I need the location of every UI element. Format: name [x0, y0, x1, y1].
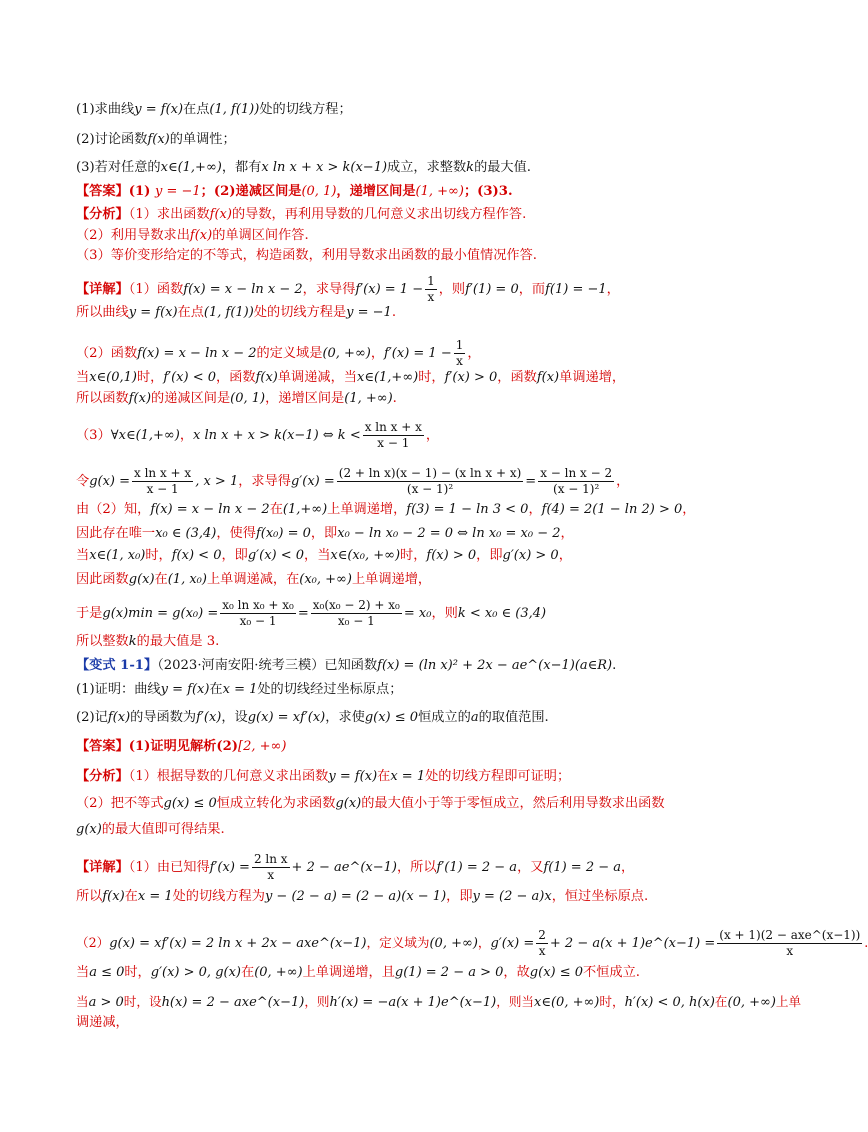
detail-1-line-13: 所以整数k的最大值是 3. [76, 634, 220, 649]
detail-2-line-2: 所以f(x)在x = 1处的切线方程为y − (2 − a) = (2 − a)(x − 1)，即y = (2 − a)x，恒过坐标原点. [76, 889, 649, 904]
analysis-2-line-2: （2）把不等式g(x) ≤ 0恒成立转化为求函数g(x)的最大值小于等于零恒成立，然后利用导数求出函数 [76, 796, 665, 811]
question-3: (3)若对任意的x∈(1,+∞)，都有x ln x + x > k(x−1)成立，求整数k的最大值. [76, 160, 532, 175]
variant-heading: 【变式 1-1】（2023·河南安阳·统考三模）已知函数f(x) = (ln x)² + 2x − ae^(x−1)(a∈R). [76, 658, 617, 673]
analysis-1-line-2: （2）利用导数求出f(x)的单调区间作答. [76, 228, 309, 243]
detail-2-line-1: 【详解】（1）由已知得f′(x) = $\frac{\text{2 ln x}}{x}$ + 2 − ae^(x−1)，所以f′(1) = 2 − a，又f(1) = 2 − a， [76, 852, 635, 882]
analysis-2-line-1: 【分析】（1）根据导数的几何意义求出函数y = f(x)在x = 1处的切线方程即可证明； [76, 769, 571, 784]
question-1: (1)求曲线y = f(x)在点(1, f(1))处的切线方程； [76, 102, 352, 117]
answer-2: 【答案】(1)证明见解析(2)[2, +∞) [76, 739, 287, 754]
analysis-1-line-1: 【分析】（1）求出函数f(x)的导数，再利用导数的几何意义求出切线方程作答. [76, 207, 527, 222]
question-2: (2)讨论函数f(x)的单调性； [76, 132, 236, 147]
detail-1-line-5: 所以函数f(x)的递减区间是(0, 1)，递增区间是(1, +∞). [76, 391, 397, 406]
detail-1-line-10: 当x∈(1, x₀)时，f(x) < 0，即g′(x) < 0，当x∈(x₀, +∞)时，f(x) > 0，即g′(x) > 0， [76, 548, 572, 563]
variant-question-2: (2)记f(x)的导函数为f′(x)，设g(x) = xf′(x)，求使g(x) ≤ 0恒成立的a的取值范围. [76, 710, 549, 725]
analysis-1-line-3: （3）等价变形给定的不等式，构造函数，利用导数求出函数的最小值情况作答. [76, 248, 537, 263]
answer-1: 【答案】(1) y = −1；(2)递减区间是(0, 1)，递增区间是(1, +∞)；(3)3. [76, 184, 513, 199]
detail-2-line-3: （2）g(x) = xf′(x) = 2 ln x + 2x − axe^(x−1)，定义域为(0, +∞)，g′(x) = $\frac{2}{x}$ + 2 − a(x + 1)e^(x−1) = $\frac{\text{(x + 1)(2 − axe\textasciicircum{}(x−1))}}{x}$ . [76, 928, 868, 958]
detail-1-line-3: （2）函数f(x) = x − ln x − 2的定义域是(0, +∞)，f′(x) = 1 − $\frac{1}{x}$ ， [76, 338, 481, 368]
detail-2-line-4: 当a ≤ 0时，g′(x) > 0, g(x)在(0, +∞)上单调递增，且g(1) = 2 − a > 0，故g(x) ≤ 0不恒成立. [76, 965, 640, 980]
detail-1-line-12: 于是g(x)min = g(x₀) = $\frac{\text{x₀ ln x₀ + x₀}}{\text{x₀ − 1}}$ = $\frac{\text{x₀(x₀ − 2) + x₀}}{\text{x₀ − 1}}$ = x₀，则k < x₀ ∈ (3,4) [76, 598, 547, 628]
variant-question-1: (1)证明：曲线y = f(x)在x = 1处的切线经过坐标原点； [76, 682, 403, 697]
detail-2-line-6: 调递减， [76, 1015, 129, 1030]
detail-1-line-9: 因此存在唯一x₀ ∈ (3,4)，使得f(x₀) = 0，即x₀ − ln x₀ − 2 = 0 ⇔ ln x₀ = x₀ − 2， [76, 526, 574, 541]
detail-1-line-4: 当x∈(0,1)时，f′(x) < 0，函数f(x)单调递减，当x∈(1,+∞)时，f′(x) > 0，函数f(x)单调递增， [76, 370, 626, 385]
detail-1-line-2: 所以曲线y = f(x)在点(1, f(1))处的切线方程是y = −1. [76, 305, 397, 320]
detail-1-line-1: 【详解】（1）函数f(x) = x − ln x − 2，求导得f′(x) = 1 − $\frac{1}{x}$ ，则f′(1) = 0，而f(1) = −1， [76, 274, 620, 304]
detail-1-line-6: （3）∀x∈(1,+∞)，x ln x + x > k(x−1) ⇔ k < $\frac{\text{x ln x + x}}{x - 1}$ ， [76, 420, 440, 450]
analysis-2-line-3: g(x)的最大值即可得结果. [76, 822, 225, 837]
detail-1-line-7: 令g(x) = $\frac{\text{x ln x + x}}{x - 1}$ , x > 1，求导得g′(x) = $\frac{\text{(2 + ln x)(x − 1) − (x ln x + x)}}{\text{(x − 1)²}}$ = $\frac{\text{x − ln x − 2}}{\text{(x − 1)²}}$ ， [76, 466, 630, 496]
detail-1-line-11: 因此函数g(x)在(1, x₀)上单调递减，在(x₀, +∞)上单调递增， [76, 572, 432, 587]
detail-1-line-8: 由（2）知，f(x) = x − ln x − 2在(1,+∞)上单调递增，f(3) = 1 − ln 3 < 0，f(4) = 2(1 − ln 2) > 0， [76, 502, 696, 517]
detail-2-line-5: 当a > 0时，设h(x) = 2 − axe^(x−1)，则h′(x) = −a(x + 1)e^(x−1)，则当x∈(0, +∞)时，h′(x) < 0, h(x)在(0, +∞)上单 [76, 994, 802, 1010]
